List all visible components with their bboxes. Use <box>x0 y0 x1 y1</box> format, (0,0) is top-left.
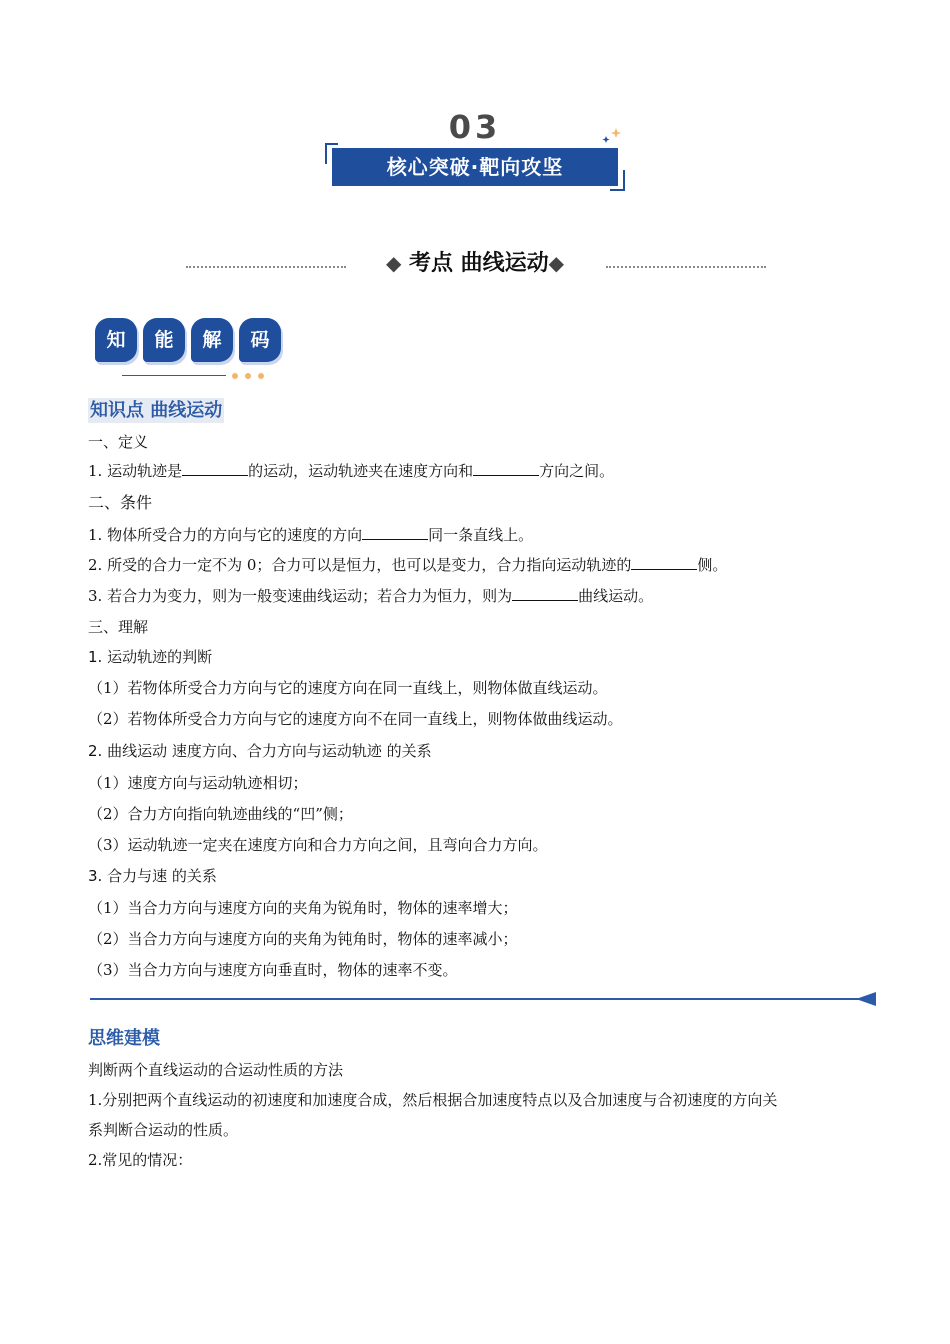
fill-blank <box>362 525 428 540</box>
badge-ma: 码 <box>239 318 281 362</box>
section-title <box>0 246 950 277</box>
modeling-paragraph-2: 2.常见的情况： <box>88 1151 193 1169</box>
modeling-paragraph-1: 1.分别把两个直线运动的初速度和加速度合成，然后根据合加速度特点以及合加速度与合初速度的方向关 <box>88 1091 778 1109</box>
badge-underline <box>122 375 226 376</box>
definition-heading: 一、定义 <box>88 433 149 451</box>
fill-blank <box>512 586 578 601</box>
fill-blank <box>182 461 248 476</box>
section-divider <box>90 998 860 1000</box>
understanding-item-3: 3. 合力与速 的关系 <box>88 867 217 885</box>
condition-item-1: 1. 物体所受合力的方向与它的速度的方向 同一条直线上。 <box>88 526 534 544</box>
section-banner: 核心突破·靶向攻坚 <box>332 148 618 186</box>
chapter-number: 03 <box>448 108 502 146</box>
modeling-intro: 判断两个直线运动的合运动性质的方法 <box>88 1061 344 1079</box>
condition-item-3: 3. 若合力为变力，则为一般变速曲线运动；若合力为恒力，则为 曲线运动。 <box>88 587 654 605</box>
diamond-icon: ◆ <box>385 251 402 275</box>
knowledge-heading <box>88 396 224 422</box>
sparkle-icon <box>600 126 624 146</box>
understanding-2-2: （2）合力方向指向轨迹曲线的“凹”侧； <box>88 805 353 823</box>
understanding-item-2: 2. 曲线运动 速度方向、合力方向与运动轨迹 的关系 <box>88 742 432 760</box>
modeling-paragraph-1-cont: 系判断合运动的性质。 <box>88 1121 239 1139</box>
understanding-3-1: （1）当合力方向与速度方向的夹角为锐角时，物体的速率增大； <box>88 899 518 917</box>
badge-jie: 解 <box>191 318 233 362</box>
fill-blank <box>631 555 697 570</box>
badge-zhi: 知 <box>95 318 137 362</box>
understanding-3-3: （3）当合力方向与速度方向垂直时，物体的速率不变。 <box>88 961 458 979</box>
section-title-text: 考点 曲线运动 <box>409 251 549 276</box>
diamond-icon: ◆ <box>548 251 565 275</box>
arrow-left-icon <box>856 992 876 1006</box>
decor-dot <box>258 373 264 379</box>
understanding-item-1: 1. 运动轨迹的判断 <box>88 648 213 666</box>
condition-item-2: 2. 所受的合力一定不为 0；合力可以是恒力，也可以是变力，合力指向运动轨迹的 侧。 <box>88 556 728 574</box>
understanding-1-2: （2）若物体所受合力方向与它的速度方向不在同一直线上，则物体做曲线运动。 <box>88 710 623 728</box>
definition-item-1: 1. 运动轨迹是 的运动，运动轨迹夹在速度方向和 方向之间。 <box>88 462 615 480</box>
understanding-2-1: （1）速度方向与运动轨迹相切； <box>88 774 308 792</box>
knowledge-heading-text: 知识点 曲线运动 <box>90 400 223 421</box>
badge-neng: 能 <box>143 318 185 362</box>
decor-dot <box>245 373 251 379</box>
fill-blank <box>473 461 539 476</box>
modeling-heading: 思维建模 <box>88 1028 160 1049</box>
understanding-3-2: （2）当合力方向与速度方向的夹角为钝角时，物体的速率减小； <box>88 930 518 948</box>
understanding-1-1: （1）若物体所受合力方向与它的速度方向在同一直线上，则物体做直线运动。 <box>88 679 608 697</box>
understanding-2-3: （3）运动轨迹一定夹在速度方向和合力方向之间，且弯向合力方向。 <box>88 836 548 854</box>
decor-dot <box>232 373 238 379</box>
condition-heading: 二、条件 <box>88 493 153 512</box>
understanding-heading: 三、理解 <box>88 618 149 636</box>
